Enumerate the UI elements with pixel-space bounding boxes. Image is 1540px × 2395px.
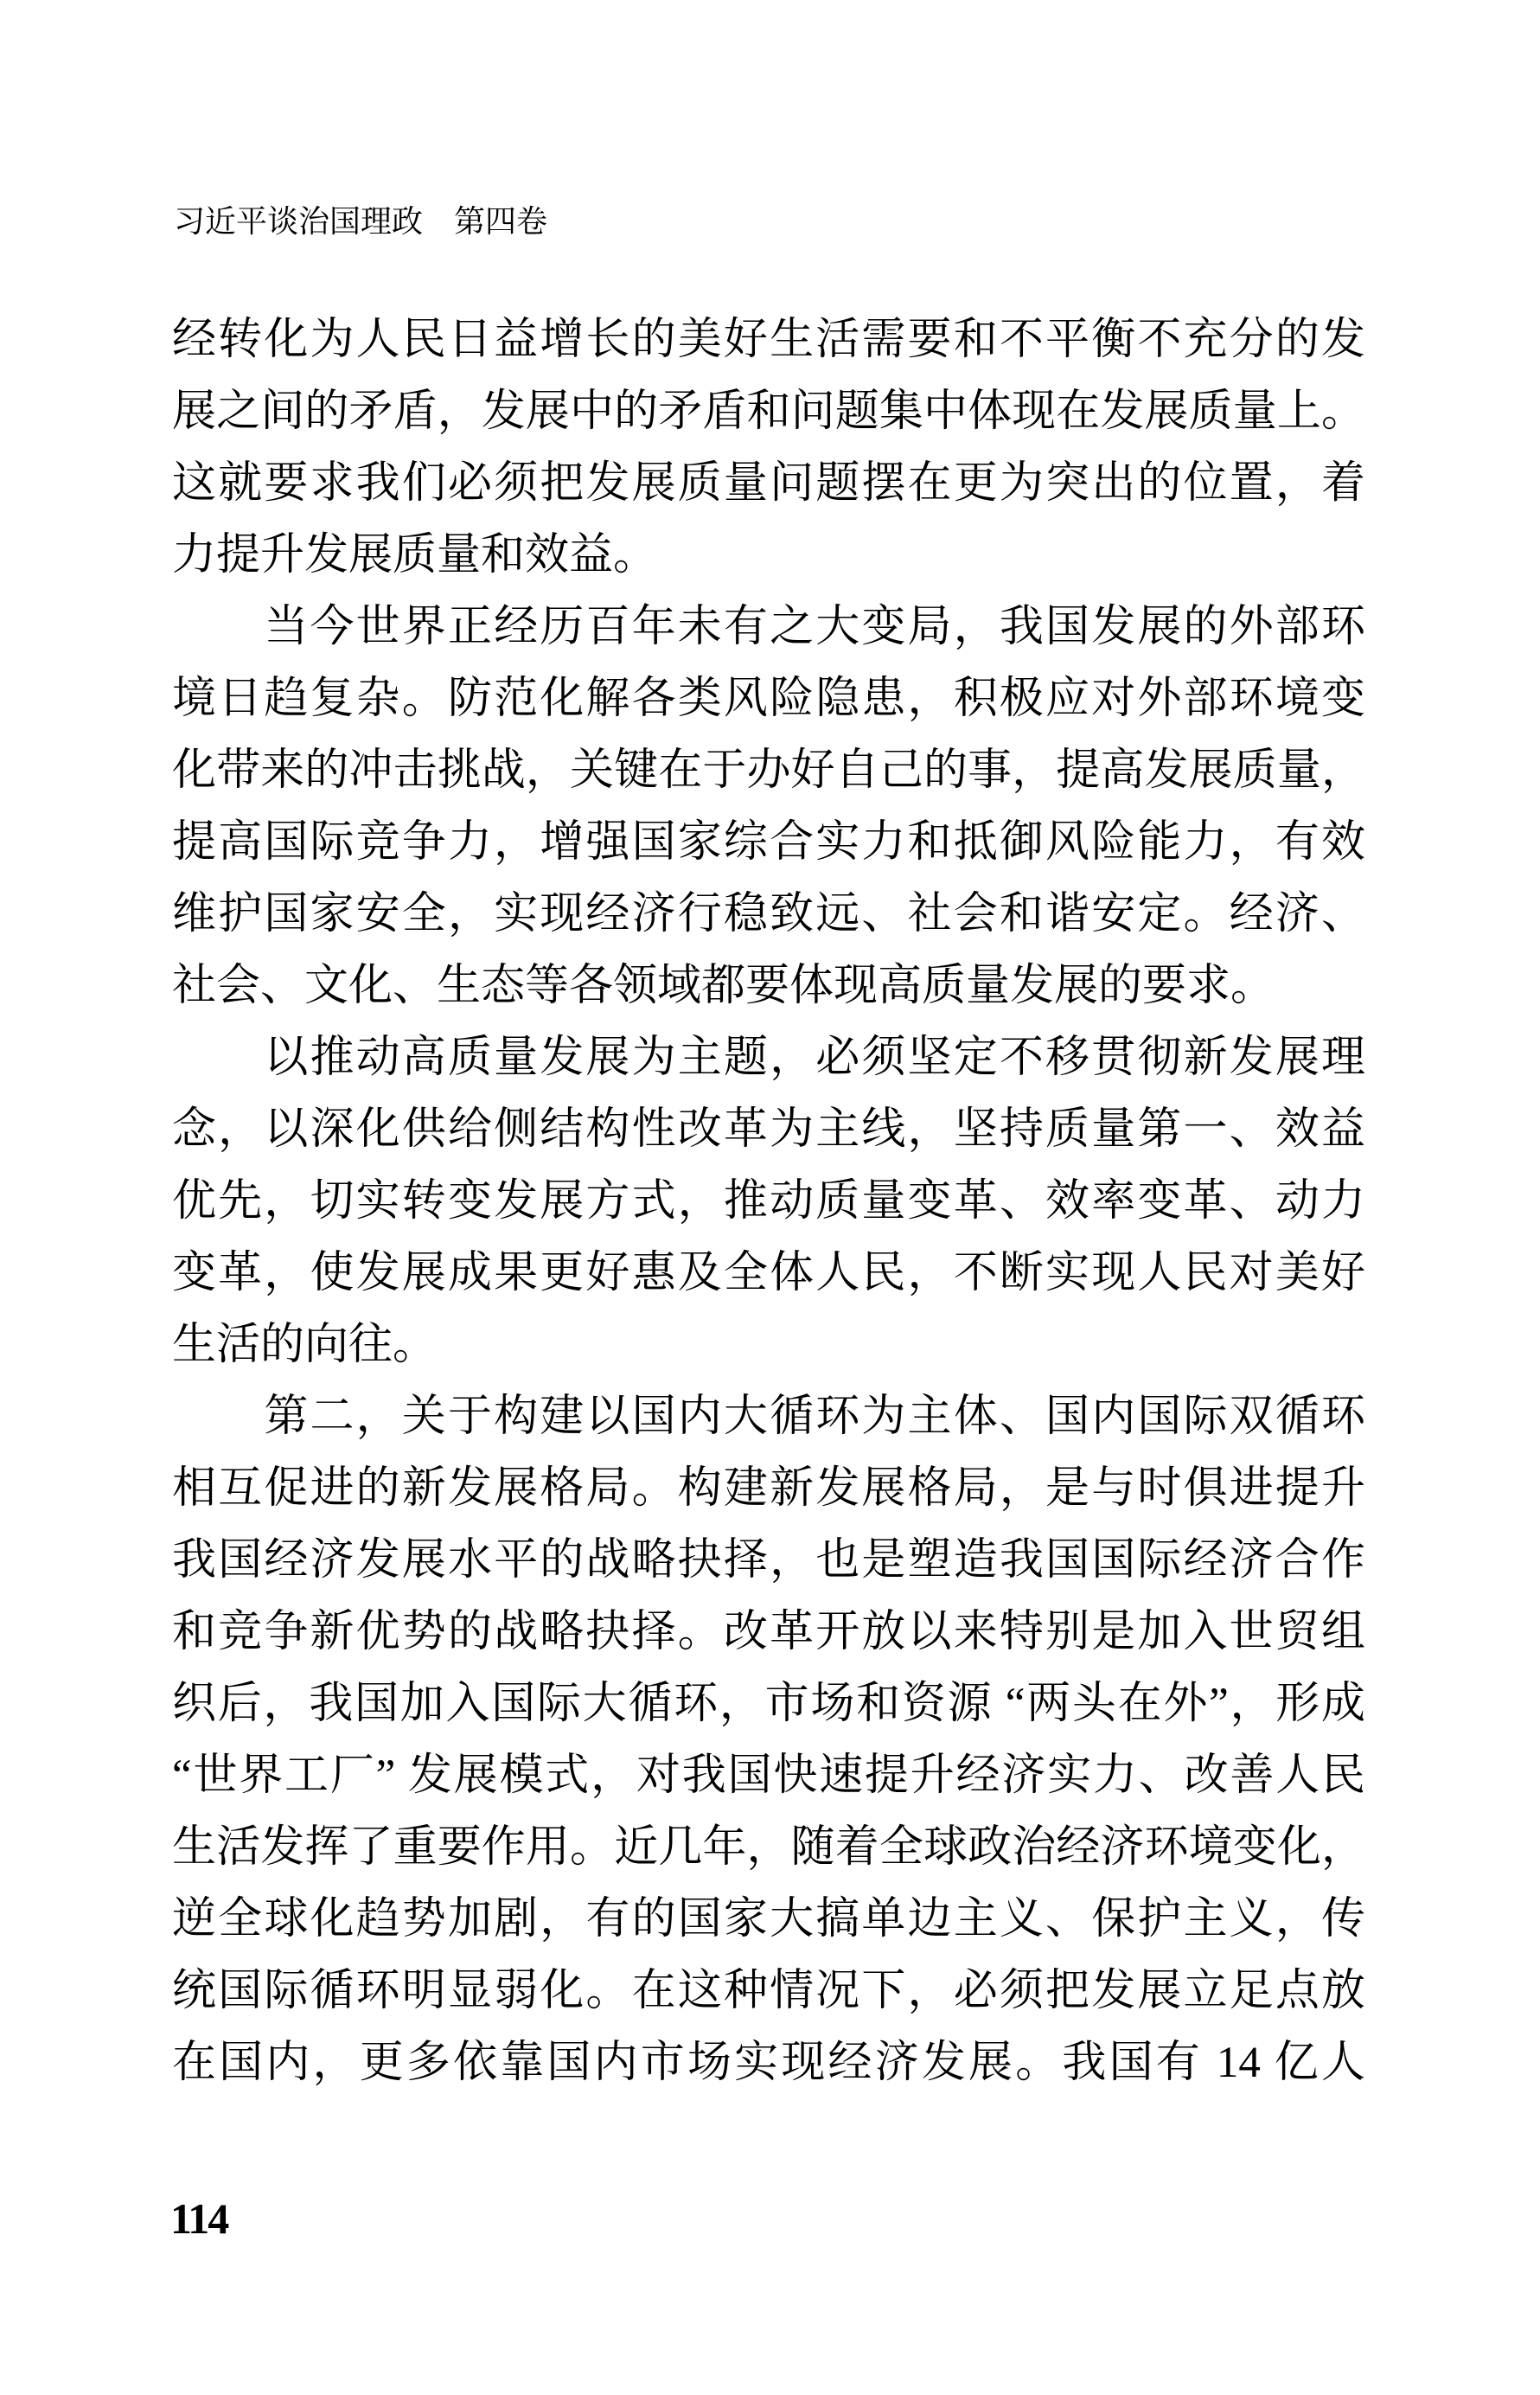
text-line: 在国内，更多依靠国内市场实现经济发展。我国有 14 亿人 bbox=[172, 2039, 1365, 2087]
text-line: 以推动高质量发展为主题，必须坚定不移贯彻新发展理 bbox=[172, 1034, 1365, 1082]
page-number: 114 bbox=[170, 2194, 228, 2243]
text-line: 当今世界正经历百年未有之大变局，我国发展的外部环 bbox=[172, 603, 1365, 651]
text-line: 我国经济发展水平的战略抉择，也是塑造我国国际经济合作 bbox=[172, 1536, 1365, 1585]
text-line: “世界工厂” 发展模式，对我国快速提升经济实力、改善人民 bbox=[172, 1751, 1365, 1800]
body-text bbox=[172, 304, 1365, 2099]
text-line: 社会、文化、生态等各领域都要体现高质量发展的要求。 bbox=[172, 962, 1275, 1010]
running-header: 习近平谈治国理政 第四卷 bbox=[174, 204, 548, 239]
text-line: 这就要求我们必须把发展质量问题摆在更为突出的位置，着 bbox=[172, 459, 1365, 508]
text-line: 提高国际竞争力，增强国家综合实力和抵御风险能力，有效 bbox=[172, 818, 1365, 867]
text-line: 统国际循环明显弱化。在这种情况下，必须把发展立足点放 bbox=[172, 1967, 1365, 2015]
text-line: 生活发挥了重要作用。近几年，随着全球政治经济环境变化， bbox=[172, 1823, 1365, 1872]
text-line: 逆全球化趋势加剧，有的国家大搞单边主义、保护主义，传 bbox=[172, 1895, 1365, 1944]
text-line: 相互促进的新发展格局。构建新发展格局，是与时俱进提升 bbox=[172, 1464, 1365, 1513]
text-line: 展之间的矛盾，发展中的矛盾和问题集中体现在发展质量上。 bbox=[172, 387, 1365, 436]
text-line: 化带来的冲击挑战，关键在于办好自己的事，提高发展质量， bbox=[172, 746, 1365, 795]
text-line: 变革，使发展成果更好惠及全体人民，不断实现人民对美好 bbox=[172, 1249, 1365, 1297]
text-line: 维护国家安全，实现经济行稳致远、社会和谐安定。经济、 bbox=[172, 890, 1365, 938]
text-line: 第二，关于构建以国内大循环为主体、国内国际双循环 bbox=[172, 1393, 1365, 1441]
text-line: 生活的向往。 bbox=[172, 1321, 438, 1369]
text-line: 织后，我国加入国际大循环，市场和资源 “两头在外”，形成 bbox=[172, 1680, 1365, 1728]
text-line: 和竞争新优势的战略抉择。改革开放以来特别是加入世贸组 bbox=[172, 1608, 1365, 1656]
text-line: 念，以深化供给侧结构性改革为主线，坚持质量第一、效益 bbox=[172, 1105, 1365, 1154]
text-line: 力提升发展质量和效益。 bbox=[172, 531, 658, 580]
text-line: 境日趋复杂。防范化解各类风险隐患，积极应对外部环境变 bbox=[172, 675, 1365, 723]
text-line: 优先，切实转变发展方式，推动质量变革、效率变革、动力 bbox=[172, 1177, 1365, 1226]
text-line: 经转化为人民日益增长的美好生活需要和不平衡不充分的发 bbox=[172, 316, 1365, 364]
